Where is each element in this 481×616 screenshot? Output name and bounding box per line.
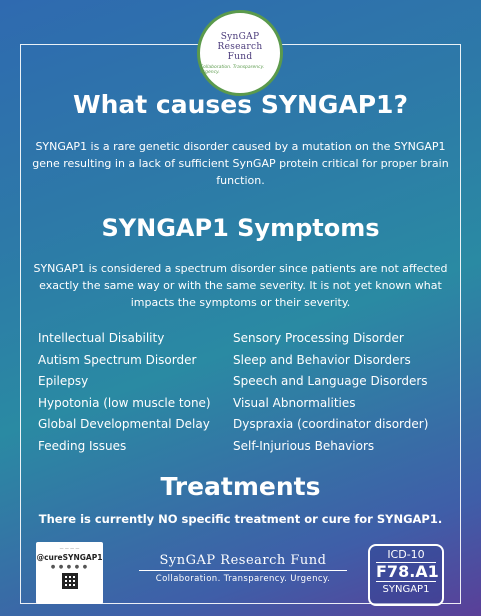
symptom-item: Sleep and Behavior Disorders	[233, 352, 411, 367]
seal-line-1: SynGAP	[220, 31, 260, 42]
symptom-item: Sensory Processing Disorder	[233, 331, 404, 345]
footer-org-name: SynGAP Research Fund	[159, 553, 327, 568]
icd-code: F78.A1	[376, 562, 439, 581]
qr-code-icon	[62, 573, 78, 589]
seal-line-3: Fund	[227, 51, 253, 62]
symptom-item: Speech and Language Disorders	[233, 374, 428, 388]
footer-logo	[133, 553, 353, 584]
seal-subtitle: Collaboration. Transparency. Urgency.	[200, 64, 265, 75]
symptom-item: Autism Spectrum Disorder	[38, 352, 197, 367]
footer-tagline: Collaboration. Transparency. Urgency.	[155, 574, 331, 584]
social-qr-card	[36, 542, 103, 604]
icd-disease: SYNGAP1	[382, 584, 430, 595]
icd-label: ICD-10	[387, 548, 425, 561]
symptom-item: Visual Abnormalities	[233, 395, 356, 410]
causes-paragraph: SYNGAP1 is a rare genetic disorder caused by a mutation on the SYNGAP1 gene resulting in a lack of sufficient SynGAP protein critical for proper brain function.	[32, 140, 449, 187]
causes-heading: What causes SYNGAP1?	[73, 90, 408, 119]
seal-line-2: Research	[217, 41, 263, 52]
symptoms-list-left	[38, 328, 211, 457]
symptom-item: Dyspraxia (coordinator disorder)	[233, 417, 429, 431]
syngap-research-fund-seal-logo	[197, 10, 283, 96]
treatments-heading: Treatments	[160, 472, 321, 501]
symptom-item: Global Developmental Delay	[38, 417, 210, 431]
symptom-item: Feeding Issues	[38, 438, 127, 453]
treatments-paragraph: There is currently NO specific treatment or cure for SYNGAP1.	[38, 512, 443, 526]
symptom-item: Epilepsy	[38, 374, 89, 388]
symptom-item: Self-Injurious Behaviors	[233, 438, 375, 453]
symptoms-paragraph: SYNGAP1 is considered a spectrum disorder since patients are not affected exactly the same way or with the same severity. It is not yet known what impacts the symptoms or their severity.	[33, 262, 448, 309]
symptoms-heading: SYNGAP1 Symptoms	[101, 214, 380, 242]
footer-divider	[139, 570, 347, 571]
qr-card-decoration: — — — —	[59, 546, 80, 551]
social-handle: @cureSYNGAP1	[36, 553, 103, 562]
icd-10-badge	[368, 544, 444, 606]
symptom-item: Intellectual Disability	[38, 331, 165, 345]
symptom-item: Hypotonia (low muscle tone)	[38, 395, 211, 410]
symptoms-list-right	[233, 328, 428, 457]
social-icons: ● ● ● ● ●	[50, 564, 89, 570]
